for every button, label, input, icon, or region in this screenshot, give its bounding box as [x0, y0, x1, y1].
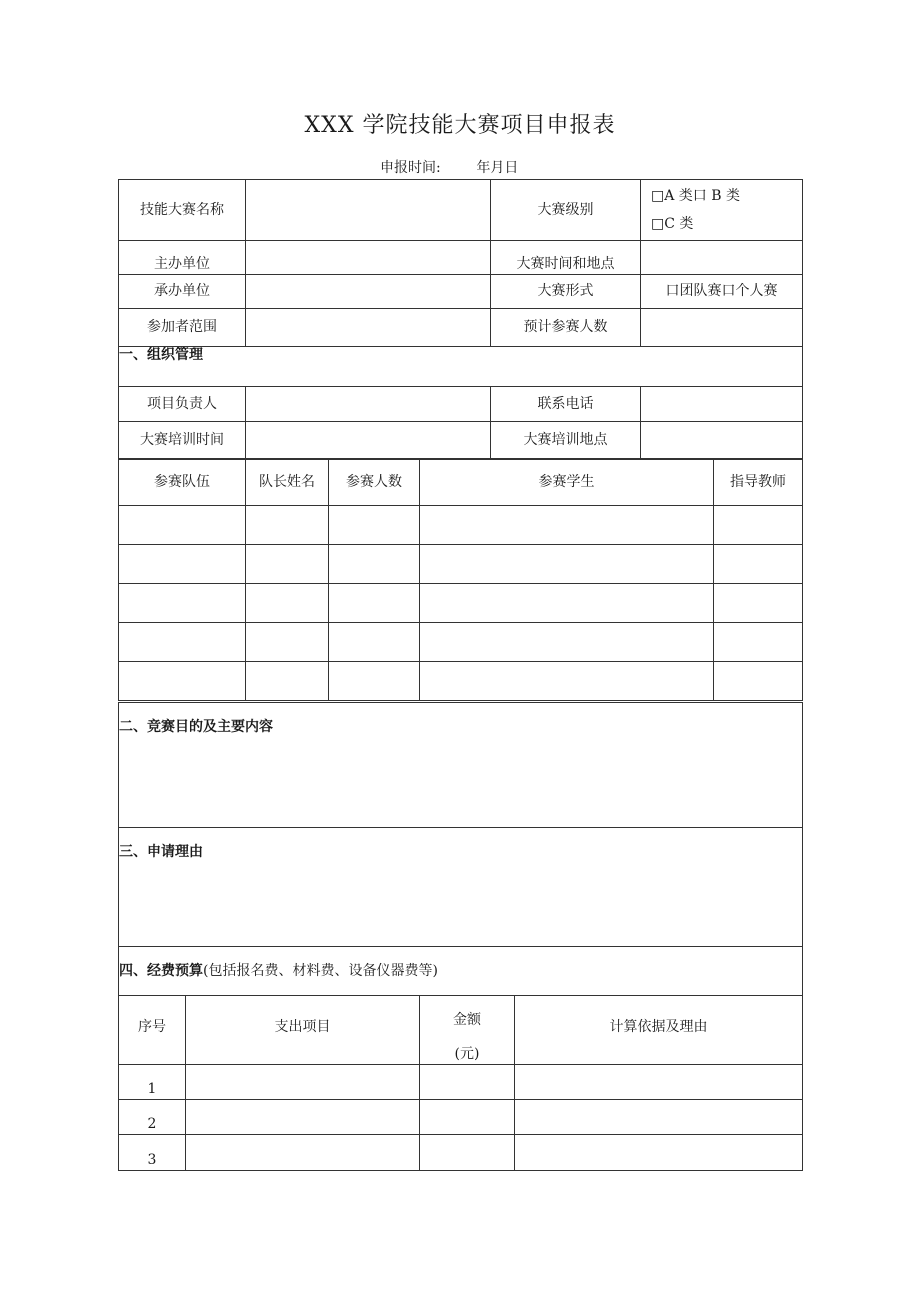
budget-section-note: (包括报名费、材料费、设备仪器费等)	[203, 962, 438, 979]
captain-cell[interactable]	[246, 545, 329, 584]
contact-phone-label: 联系电话	[491, 387, 641, 422]
table-row	[119, 506, 803, 545]
captain-cell[interactable]	[246, 662, 329, 701]
students-cell[interactable]	[420, 506, 714, 545]
competition-form-label: 大赛形式	[491, 275, 641, 309]
teams-header-captain: 队长姓名	[246, 460, 329, 506]
budget-header-amount-unit: (元)	[454, 1046, 480, 1062]
teacher-cell[interactable]	[714, 662, 803, 701]
host-unit-field[interactable]	[246, 241, 491, 275]
time-place-field[interactable]	[641, 241, 803, 275]
report-date-line	[380, 157, 518, 177]
team-cell[interactable]	[119, 584, 246, 623]
budget-amount-cell[interactable]	[420, 1135, 515, 1171]
expected-count-label: 预计参赛人数	[491, 309, 641, 347]
budget-row-no: 3	[119, 1135, 186, 1171]
budget-basis-cell[interactable]	[515, 1135, 803, 1171]
budget-header-no: 序号	[119, 996, 186, 1065]
budget-basis-cell[interactable]	[515, 1100, 803, 1135]
reason-section[interactable]	[119, 828, 803, 947]
budget-amount-cell[interactable]	[420, 1065, 515, 1100]
budget-section-header	[119, 947, 803, 996]
training-place-field[interactable]	[641, 422, 803, 459]
budget-table	[118, 995, 803, 1171]
budget-header-basis: 计算依据及理由	[515, 996, 803, 1065]
level-option-ab[interactable]: □A 类口 B 类	[651, 188, 740, 204]
organizer-unit-field[interactable]	[246, 275, 491, 309]
teams-header-team: 参赛队伍	[119, 460, 246, 506]
teams-table	[118, 459, 803, 701]
count-cell[interactable]	[329, 545, 420, 584]
students-cell[interactable]	[420, 545, 714, 584]
report-date-label: 申报时间:	[380, 160, 441, 176]
org-section-title: 一、组织管理	[119, 347, 803, 387]
level-option-c[interactable]: □C 类	[651, 216, 694, 232]
teacher-cell[interactable]	[714, 584, 803, 623]
teams-header-count: 参赛人数	[329, 460, 420, 506]
teacher-cell[interactable]	[714, 623, 803, 662]
organizer-unit-label: 承办单位	[119, 275, 246, 309]
project-leader-label: 项目负责人	[119, 387, 246, 422]
table-row	[119, 662, 803, 701]
competition-level-label: 大赛级别	[491, 180, 641, 241]
table-row	[119, 584, 803, 623]
teams-header-teacher: 指导教师	[714, 460, 803, 506]
students-cell[interactable]	[420, 623, 714, 662]
competition-form-options[interactable]: 口团队赛口个人赛	[641, 275, 803, 309]
budget-header-item: 支出项目	[186, 996, 420, 1065]
training-time-field[interactable]	[246, 422, 491, 459]
budget-basis-cell[interactable]	[515, 1065, 803, 1100]
page-title: XXX 学院技能大赛项目申报表	[304, 113, 616, 138]
captain-cell[interactable]	[246, 623, 329, 662]
budget-item-cell[interactable]	[186, 1065, 420, 1100]
budget-amount-cell[interactable]	[420, 1100, 515, 1135]
team-cell[interactable]	[119, 623, 246, 662]
budget-header-amount	[420, 996, 515, 1065]
competition-name-field[interactable]	[246, 180, 491, 241]
captain-cell[interactable]	[246, 584, 329, 623]
budget-section-title: 四、经费预算	[119, 962, 203, 979]
count-cell[interactable]	[329, 506, 420, 545]
table-row	[119, 623, 803, 662]
team-cell[interactable]	[119, 545, 246, 584]
table-row	[119, 1065, 803, 1100]
budget-item-cell[interactable]	[186, 1100, 420, 1135]
competition-level-options[interactable]	[641, 180, 803, 241]
teacher-cell[interactable]	[714, 506, 803, 545]
expected-count-field[interactable]	[641, 309, 803, 347]
training-time-label: 大赛培训时间	[119, 422, 246, 459]
contact-phone-field[interactable]	[641, 387, 803, 422]
team-cell[interactable]	[119, 506, 246, 545]
team-cell[interactable]	[119, 662, 246, 701]
teacher-cell[interactable]	[714, 545, 803, 584]
table-row	[119, 1135, 803, 1171]
training-place-label: 大赛培训地点	[491, 422, 641, 459]
table-row	[119, 545, 803, 584]
participant-scope-label: 参加者范围	[119, 309, 246, 347]
purpose-section[interactable]	[119, 703, 803, 828]
table-row	[119, 1100, 803, 1135]
budget-row-no: 1	[119, 1065, 186, 1100]
time-place-label: 大赛时间和地点	[491, 241, 641, 275]
count-cell[interactable]	[329, 623, 420, 662]
host-unit-label: 主办单位	[119, 241, 246, 275]
reason-section-title: 三、申请理由	[119, 844, 203, 860]
count-cell[interactable]	[329, 662, 420, 701]
participant-scope-field[interactable]	[246, 309, 491, 347]
budget-header-amount-label: 金额	[453, 1012, 481, 1028]
sections-table	[118, 702, 803, 996]
budget-row-no: 2	[119, 1100, 186, 1135]
report-date-value: 年月日	[476, 160, 519, 176]
students-cell[interactable]	[420, 584, 714, 623]
students-cell[interactable]	[420, 662, 714, 701]
basic-info-table	[118, 179, 803, 459]
captain-cell[interactable]	[246, 506, 329, 545]
competition-name-label: 技能大赛名称	[119, 180, 246, 241]
budget-item-cell[interactable]	[186, 1135, 420, 1171]
teams-header-students: 参赛学生	[420, 460, 714, 506]
project-leader-field[interactable]	[246, 387, 491, 422]
count-cell[interactable]	[329, 584, 420, 623]
purpose-section-title: 二、竞赛目的及主要内容	[119, 719, 273, 735]
